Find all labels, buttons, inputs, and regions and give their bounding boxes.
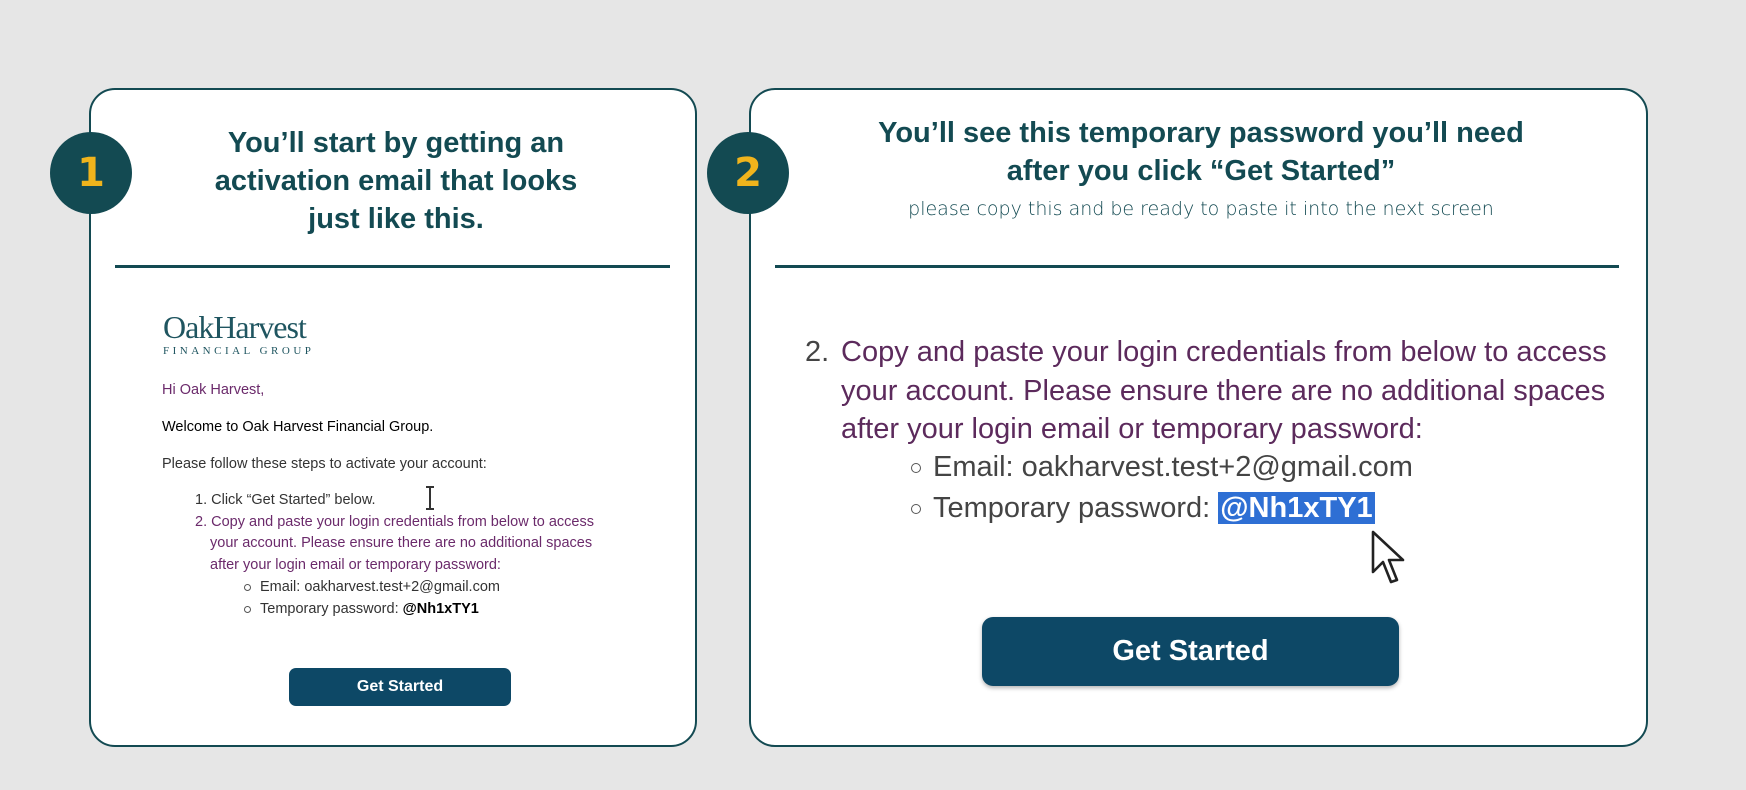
logo-name: OakHarvest — [163, 309, 306, 345]
title-line: just like this. — [308, 203, 484, 235]
logo-tagline: FINANCIAL GROUP — [163, 345, 315, 357]
password-credential — [911, 492, 1375, 525]
password-label: Temporary password: — [260, 601, 403, 617]
email-greeting: Hi Oak Harvest, — [162, 382, 265, 398]
get-started-button[interactable]: Get Started — [289, 668, 511, 706]
title-line: You’ll start by getting an — [227, 127, 565, 159]
password-value[interactable]: @Nh1xTY1 — [402, 601, 479, 617]
bullet-icon — [244, 606, 251, 613]
password-credential — [244, 601, 479, 617]
divider — [115, 265, 670, 268]
step-1-card — [89, 88, 697, 747]
mouse-pointer-icon — [1371, 530, 1411, 586]
email-label: Email: oakharvest.test+2@gmail.com — [933, 451, 1413, 483]
instruction-line: Copy and paste your login credentials from below to access — [841, 336, 1607, 368]
password-value-selected[interactable]: @Nh1xTY1 — [1220, 492, 1373, 524]
list-number: 2. — [805, 336, 830, 368]
get-started-button[interactable]: Get Started — [982, 617, 1399, 686]
email-welcome: Welcome to Oak Harvest Financial Group. — [162, 419, 434, 435]
title-line: You’ll see this temporary password you’ll need — [878, 117, 1524, 149]
step-2-badge: 2 — [707, 132, 789, 214]
bullet-icon — [244, 584, 251, 591]
instruction-line: your account. Please ensure there are no additional spaces — [841, 375, 1606, 407]
step-2-card — [749, 88, 1648, 747]
email-intro: Please follow these steps to activate your account: — [162, 456, 487, 472]
step-2-subtitle: please copy this and be ready to paste it into the next screen — [908, 198, 1494, 220]
email-label: Email: oakharvest.test+2@gmail.com — [260, 579, 500, 595]
password-label: Temporary password: — [933, 492, 1219, 524]
instruction-line: after your login email or temporary password: — [841, 413, 1423, 445]
bullet-icon — [911, 504, 921, 514]
text-cursor-icon — [424, 486, 436, 510]
step-1-title — [151, 124, 641, 238]
bullet-icon — [911, 463, 921, 473]
email-step-2-line: after your login email or temporary password: — [210, 557, 501, 573]
divider — [775, 265, 1619, 268]
step-1-badge: 1 — [50, 132, 132, 214]
title-line: after you click “Get Started” — [1006, 155, 1396, 187]
email-step-2-line: your account. Please ensure there are no additional spaces — [210, 535, 593, 551]
email-credential — [244, 579, 500, 595]
email-step-1: 1. Click “Get Started” below. — [195, 492, 376, 508]
oak-harvest-logo — [163, 310, 314, 358]
step-2-title — [801, 114, 1601, 190]
email-credential — [911, 451, 1413, 484]
title-line: activation email that looks — [214, 165, 578, 197]
email-step-2: 2. Copy and paste your login credentials from below to access — [195, 514, 594, 530]
